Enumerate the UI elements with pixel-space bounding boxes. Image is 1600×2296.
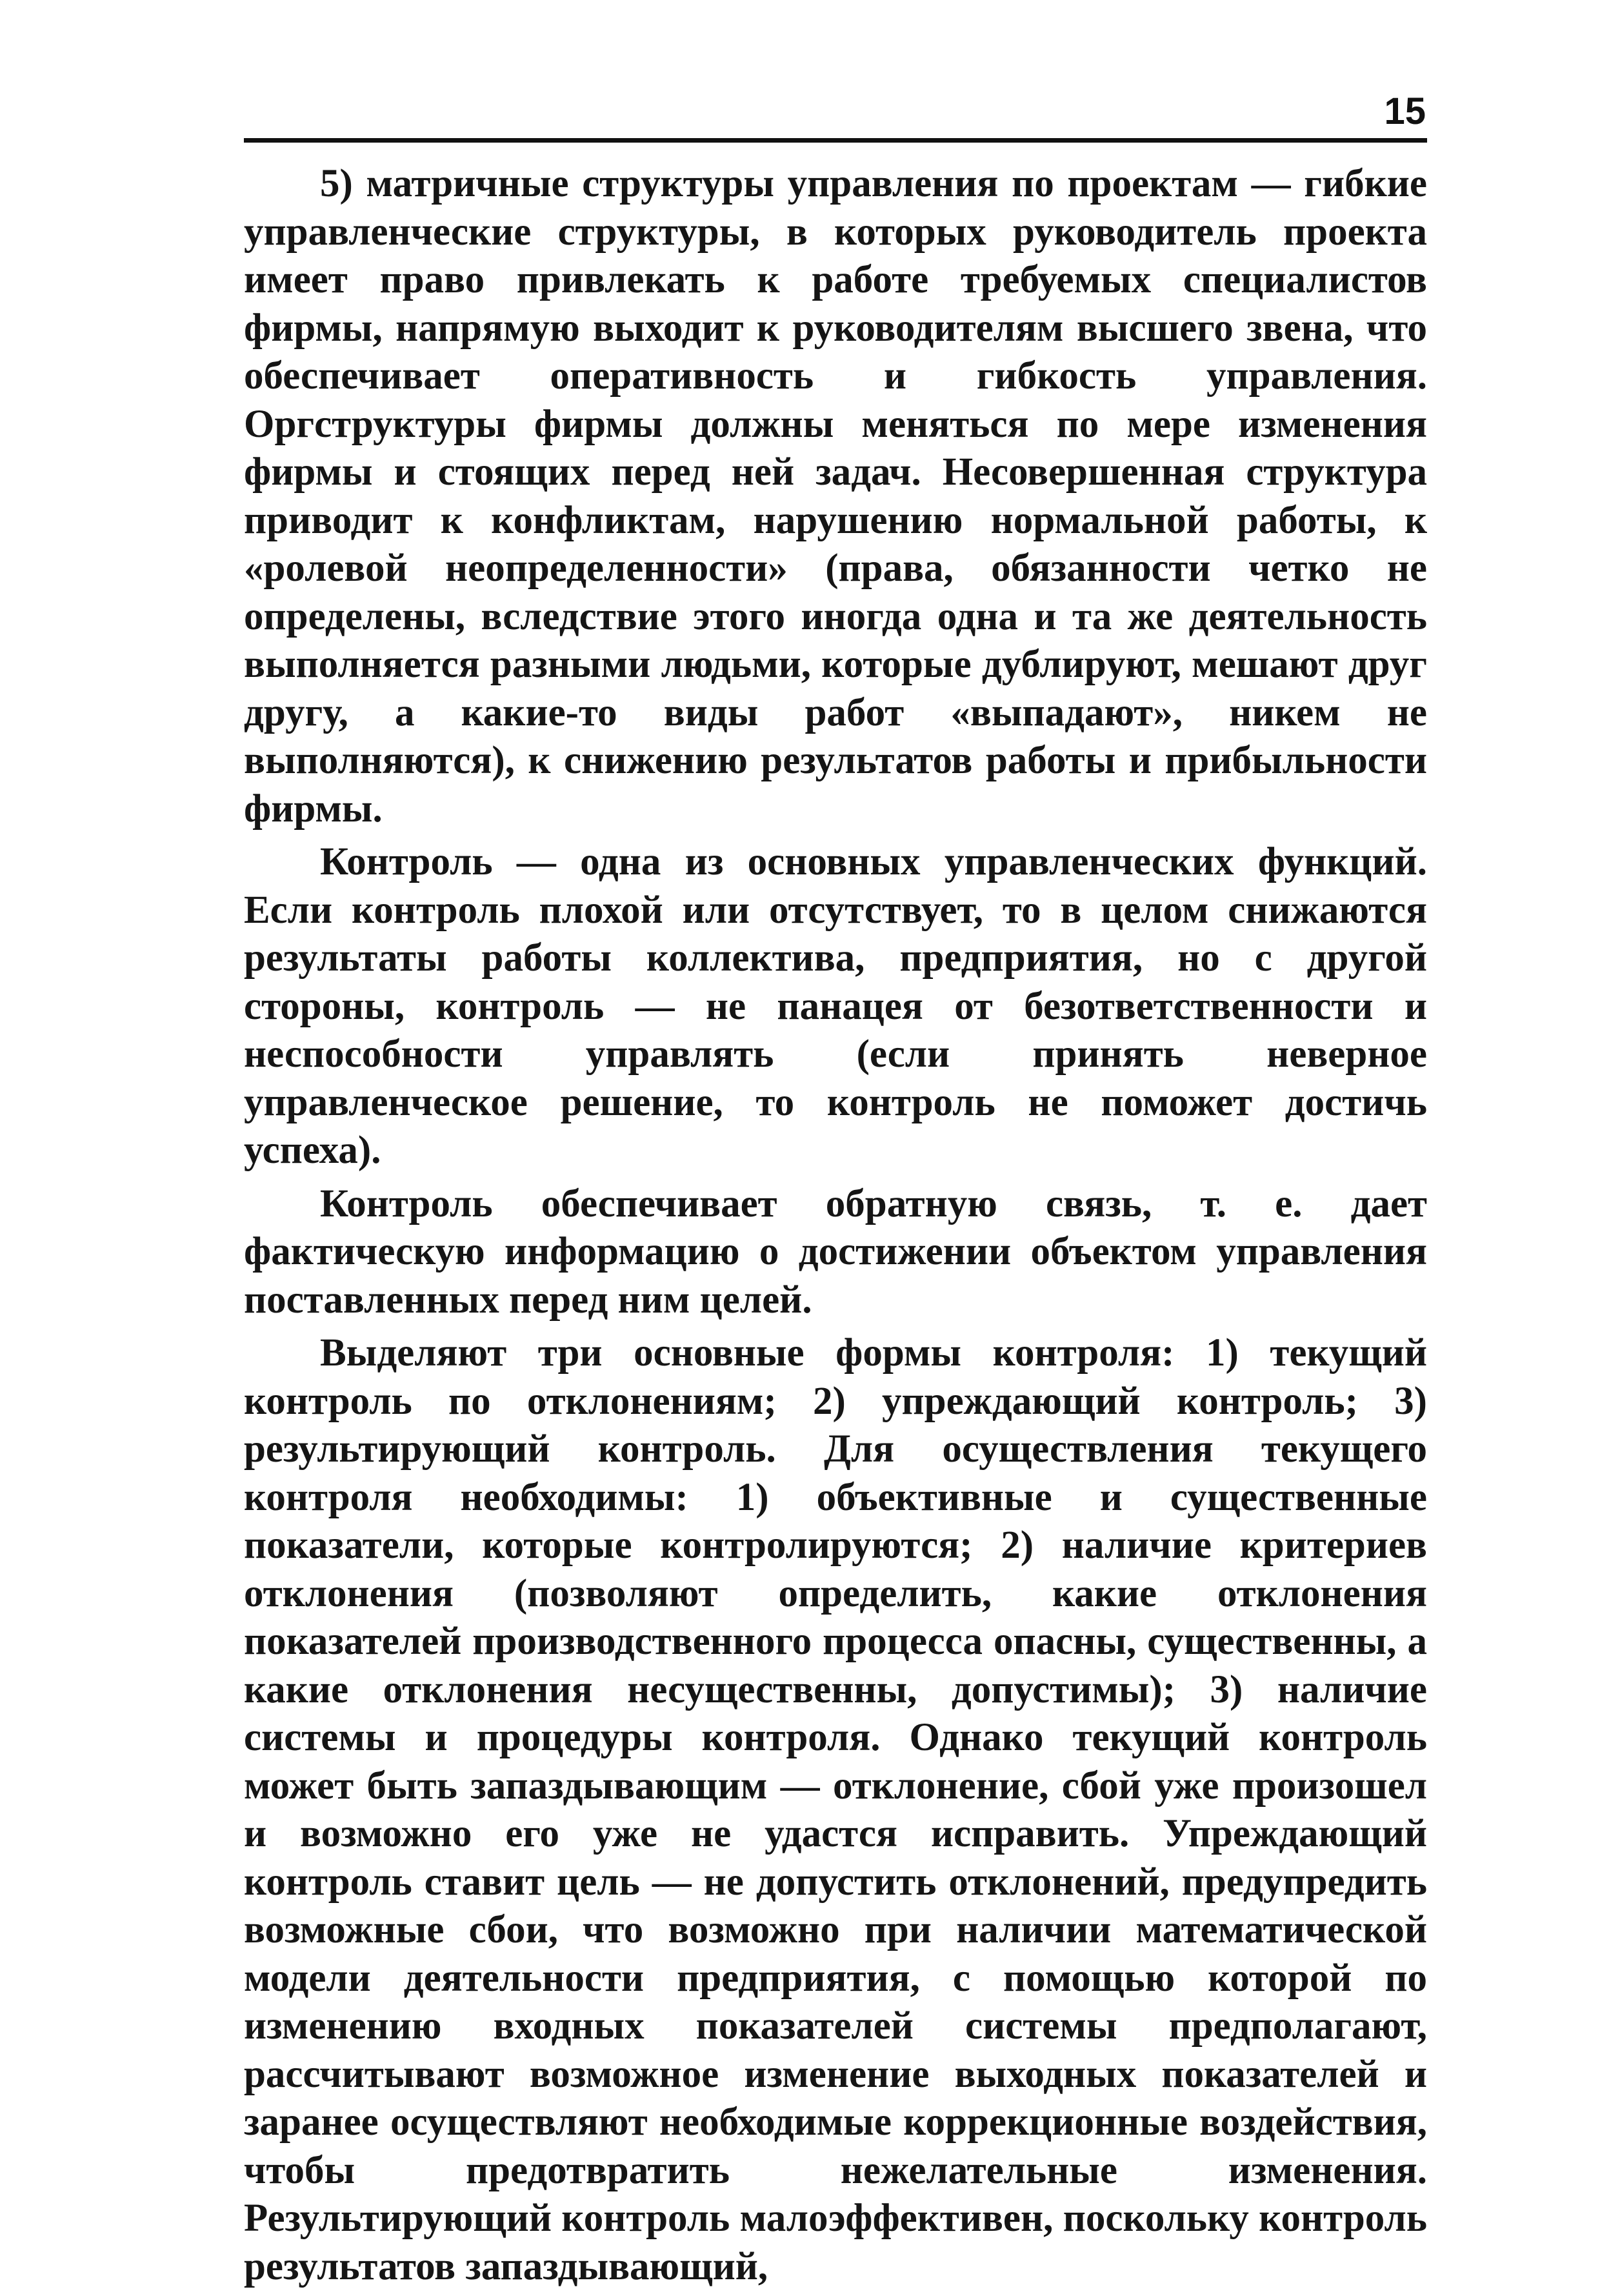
paragraph-feedback: Контроль обеспечивает обратную связь, т. е. дает фактическую информацию о достижении объектом управления поставленных перед ним целей. — [244, 1182, 1427, 1322]
paragraph-control-forms: Выделяют три основные формы контроля: 1) текущий контроль по отклонениям; 2) упреждающий контроль; 3) результирующий контроль. Для осуществления текущего контроля необходимы: 1) объективные и существенные показатели, которые контролируются; 2) наличие критериев отклонения (позволяют определить, какие отклонения показателей производственного процесса опасны, существенны, а какие отклонения несущественны, допустимы); 3) наличие системы и процедуры контроля. Однако текущий контроль может быть запаздывающим — отклонение, сбой уже произошел и возможно его уже не удастся исправить. Упреждающий контроль ставит цель — не допустить отклонений, предупредить возможные сбои, что возможно при наличии математической модели деятельности предприятия, с помощью которой по изменению входных показателей системы предполагают, рассчитывают возможное изменение выходных показателей и заранее осуществляют необходимые коррекционные воздействия, чтобы предотвратить нежелательные изменения. Результирующий контроль малоэффективен, поскольку контроль результатов запаздывающий, — [244, 1331, 1427, 2288]
header-rule — [244, 138, 1427, 143]
page-number: 15 — [1384, 90, 1426, 132]
paragraph-matrix-structures: 5) матричные структуры управления по проектам — гибкие управленческие структуры, в которых руководитель проекта имеет право привлекать к работе требуемых специалистов фирмы, напрямую выходит к руководителям высшего звена, что обеспечивает оперативность и гибкость управления. Оргструктуры фирмы должны меняться по мере изменения фирмы и стоящих перед ней задач. Несовершенная структура приводит к конфликтам, нарушению нормальной работы, к «ролевой неопределенности» (права, обязанности четко не определены, вследствие этого иногда одна и та же деятельность выполняется разными людьми, которые дублируют, мешают друг другу, а какие-то виды работ «выпадают», никем не выполняются), к снижению результатов работы и прибыльности фирмы. — [244, 162, 1427, 831]
paragraph-control-function: Контроль — одна из основных управленческих функций. Если контроль плохой или отсутствует, то в целом снижаются результаты работы коллектива, предприятия, но с другой стороны, контроль — не панацея от безответственности и неспособности управлять (если принять неверное управленческое решение, то контроль не поможет достичь успеха). — [244, 840, 1427, 1172]
body-text — [244, 160, 1427, 2296]
